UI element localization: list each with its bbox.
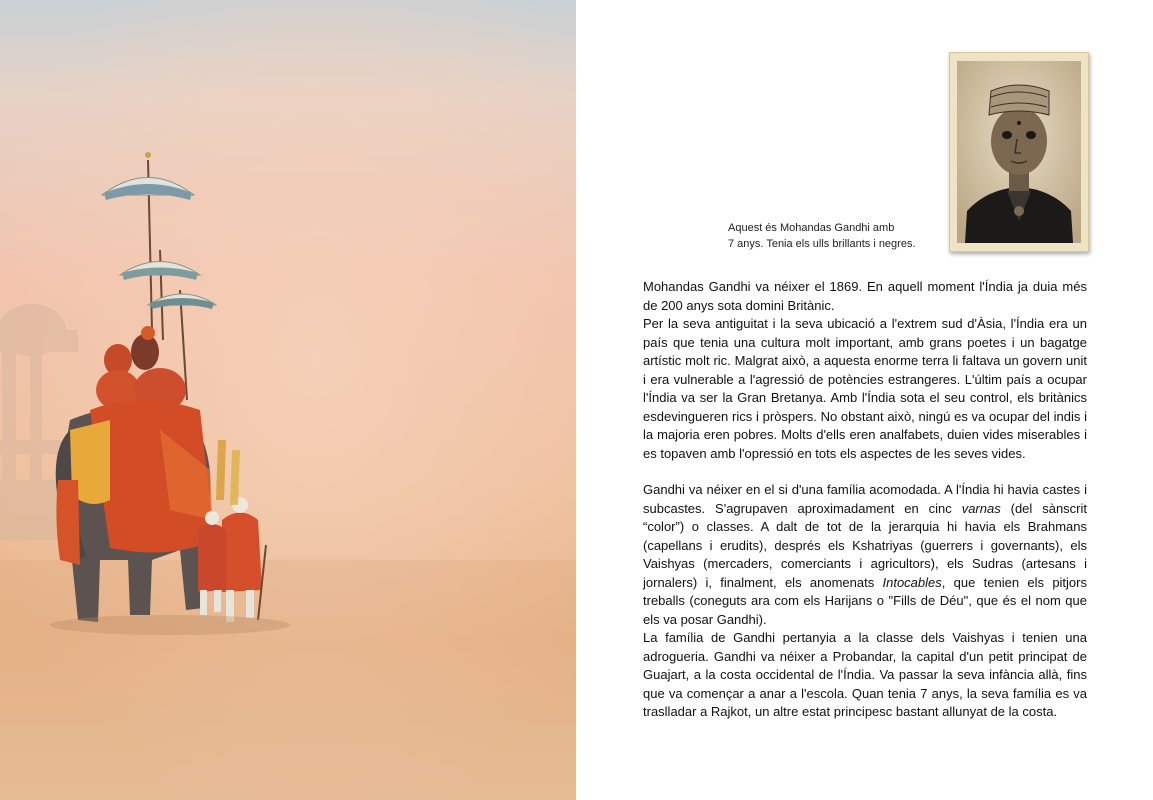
body-text (643, 278, 1087, 722)
photo-caption (728, 220, 929, 252)
term-varnas: varnas (961, 500, 1001, 516)
paragraph-1: Mohandas Gandhi va néixer el 1869. En aquell moment l'Índia ja duia més de 200 anys sota domini Britànic. (643, 279, 1087, 313)
caption-line-1: Aquest és Mohandas Gandhi amb (728, 222, 895, 234)
portrait-photo-icon (957, 61, 1081, 243)
term-intocables: Intocables (882, 574, 942, 590)
paragraph-2: Per la seva antiguitat i la seva ubicació a l'extrem sud d'Àsia, l'Índia era un país que tenia una cultura molt important, amb grans poetes i un bagatge artístic molt ric. Malgrat això, a aquesta enorme terra li faltava un govern unit i era vulnerable a l'agressió de potències estrangeres. L'últim país a ocupar l'Índia va ser la Gran Bretanya. Amb l'Índia sota el seu control, els britànics esdevingueren rics i pròspers. No obstant això, ningú es va ocupar del indis i la majoria eren pobres. Molts d'ells eren analfabets, duien vides miserables i es topaven amb l'opressió en tots els aspectes de les seves vides. (643, 316, 1087, 461)
paragraph-3-c: , que tenien els pitjors treballs (coneguts ara com els Harijans o "Fills de Déu", que és el nom que els va posar Gandhi). (643, 574, 1087, 627)
paragraph-4: La família de Gandhi pertanyia a la classe dels Vaishyas i tenien una adrogueria. Gandhi va néixer a Probandar, la capital d'un petit principat de Guajart, a la costa occidental de l'Índia. Va passar la seva infància allà, fins que va començar a anar a l'escola. Quan tenia 7 anys, la seva família es va traslladar a Rajkot, un altre estat principesc bastant allunyat de la costa. (643, 630, 1087, 719)
caption-line-2: 7 anys. Tenia els ulls brillants i negres. (728, 238, 916, 250)
boy-portrait-photo (949, 52, 1089, 252)
paragraph-3-a: Gandhi va néixer en el si d'una família acomodada. A l'Índia hi havia castes i subcastes. S'agrupaven aproximadament en cinc (643, 482, 1087, 516)
elephant (56, 400, 214, 622)
elephant-procession-illustration (0, 0, 576, 800)
paragraph-3 (643, 481, 1087, 629)
paragraph-3-b: (del sànscrit “color”) o classes. A dalt de tot de la jerarquia hi havia els Brahmans (capellans i erudits), després els Kshatriyas (guerrers i governants), els Vaishyas (mercaders, comerciants i agricultors), els Sudras (artesans i jornalers) i, finalment, els anomenats (643, 500, 1087, 590)
text-page (576, 0, 1153, 800)
watercolor-painting (0, 0, 576, 800)
